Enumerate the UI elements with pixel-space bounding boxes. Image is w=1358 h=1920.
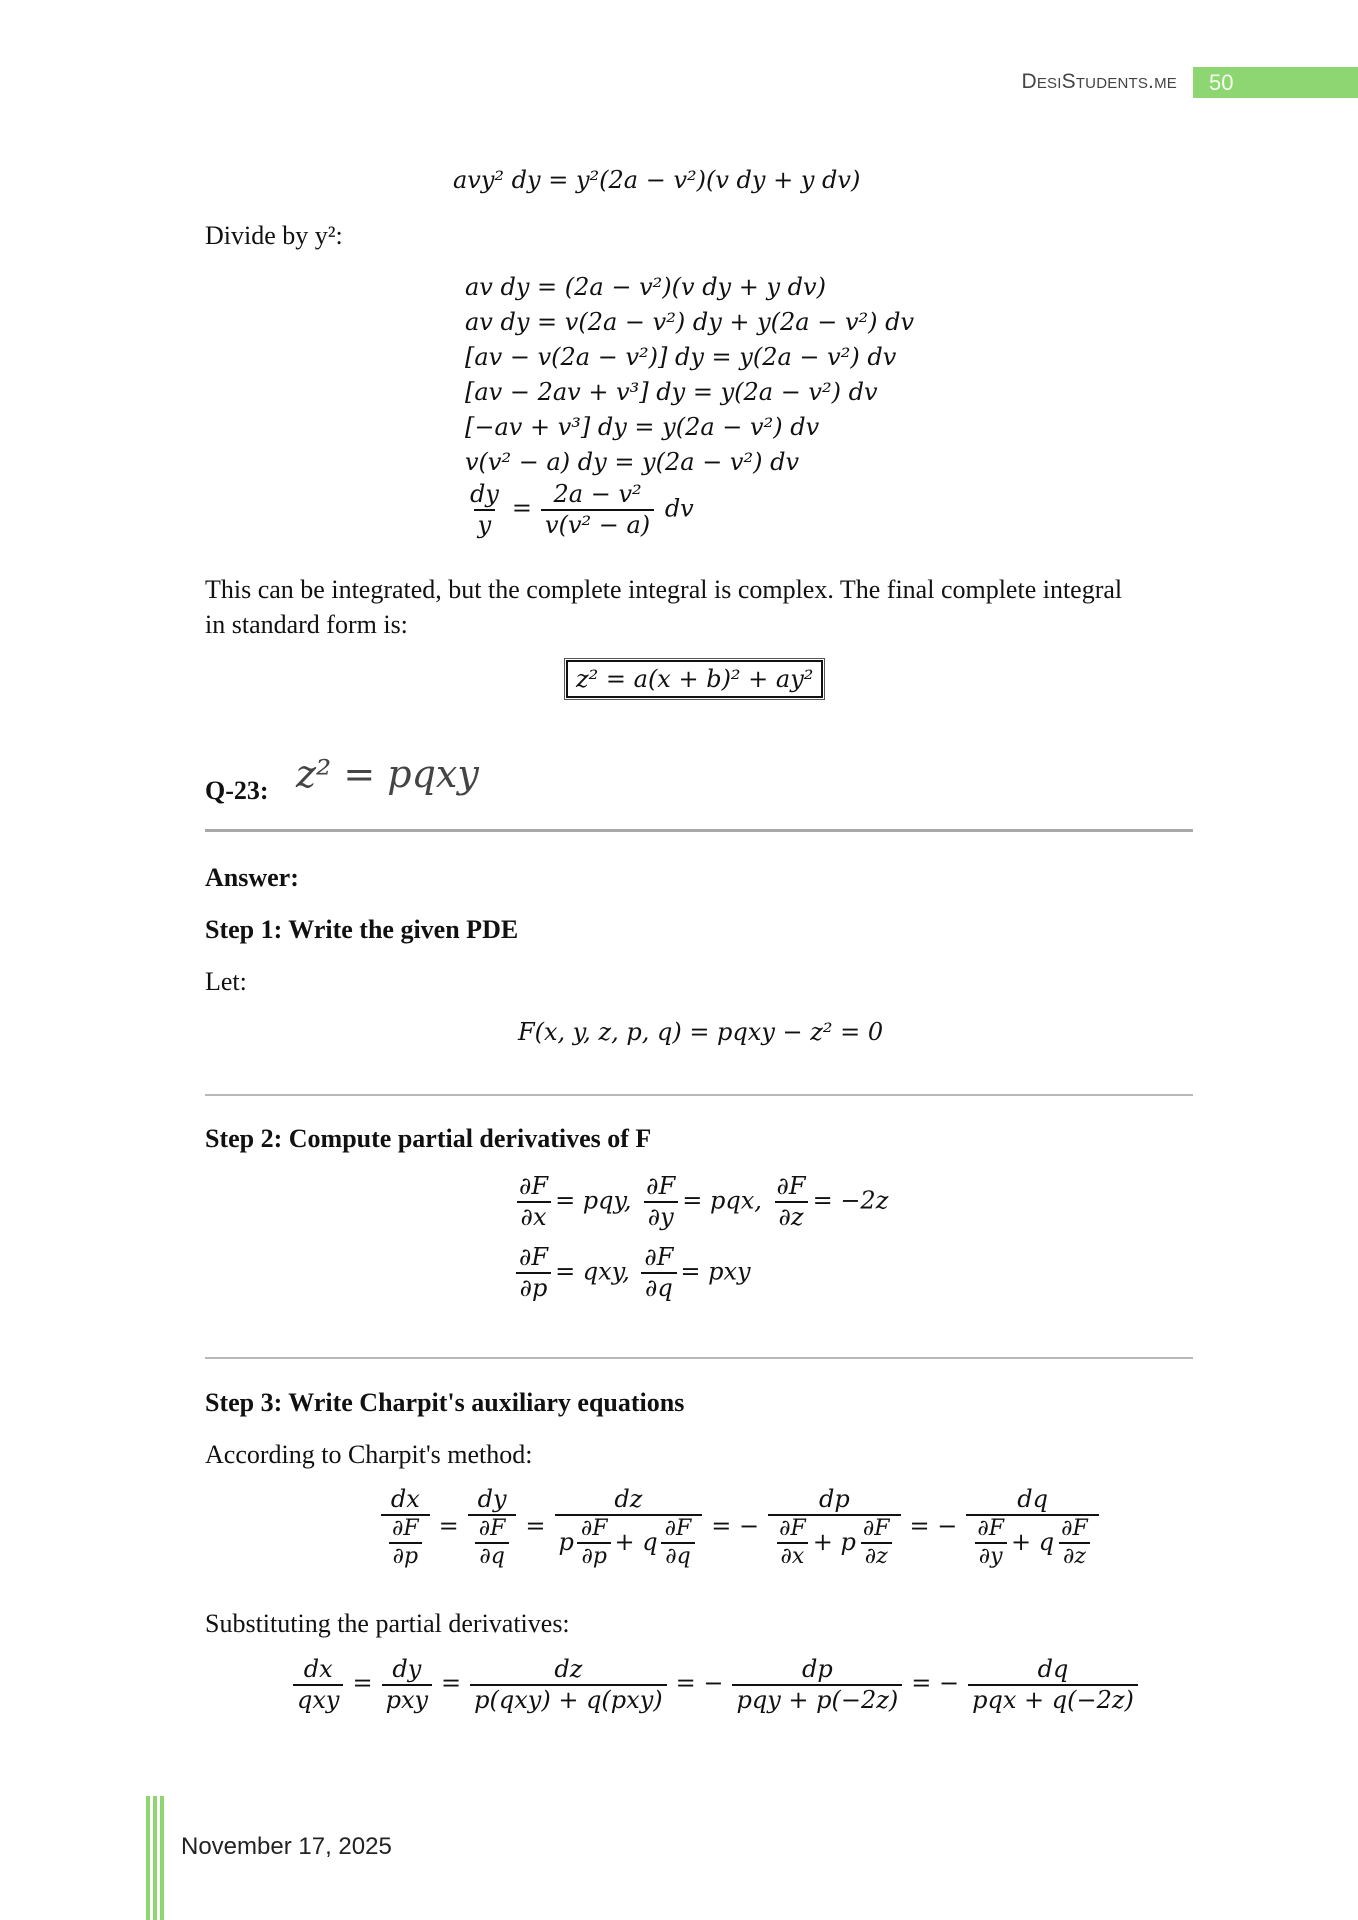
integral-note-line2: in standard form is: [205,610,408,639]
numerator: ∂F [776,1172,806,1200]
denominator: $\frac{\partial F}{\partial p}$ [381,1514,430,1571]
numerator: ∂F [519,1243,549,1271]
numerator: dq [1037,1655,1069,1683]
denominator: y [474,509,496,540]
step1-heading: Step 1: Write the given PDE [205,915,519,944]
fraction [642,1172,679,1232]
numerator: dq [1017,1485,1048,1513]
numerator: dy [477,1485,507,1513]
fraction [466,480,503,540]
numerator: dz [614,1485,643,1513]
partial-value: = pqx, [682,1186,762,1215]
numerator: dx [303,1655,333,1683]
section-divider [205,1094,1193,1096]
partials-row-2 [512,1243,751,1303]
numerator: dx [390,1485,420,1513]
page-number-badge [1193,67,1358,98]
fraction [732,1655,902,1715]
denominator: p(qxy) + q(pxy) [470,1684,666,1715]
numerator: dp [818,1485,850,1513]
fraction [555,1485,703,1571]
equation-top: avy² dy = y²(2a − v²)(v dy + y dv) [453,166,861,194]
denominator: ∂z [775,1201,808,1232]
step3-heading: Step 3: Write Charpit's auxiliary equations [205,1388,685,1417]
partial-value: = pxy [680,1257,751,1286]
section-divider [205,1357,1193,1359]
integral-note-line1: This can be integrated, but the complete integral is complex. The final complete integral [205,575,1123,604]
derivation-line: [av − v(2a − v²)] dy = y(2a − v²) dv [465,343,897,371]
fraction [381,1485,430,1571]
numerator: dy [392,1655,422,1683]
numerator: dy [470,480,499,508]
partial-value: = pqy, [555,1186,632,1215]
derivation-line: av dy = (2a − v²)(v dy + y dv) [465,273,826,301]
boxed-result: z² = a(x + b)² + ay² [566,660,823,698]
charpit-general-equation: $\frac{dx}{\frac{\partial F}{\partial p}}$ = $\frac{dy}{\frac{\partial F}{\partial q}}$ = dz p $\frac{\partial F}{\partial p}$ + q $\frac{\partial F}{\partial q}$ = − dp $\frac{\partial F}{\partial x}$ + p $\frac{\partial F}{\partial z}$ = − dq $\frac{\partial F}{\partial y}$ + q $\frac{\partial F}{\partial z}$ [378,1485,1102,1571]
fraction [468,1485,517,1571]
fraction [293,1655,343,1715]
fraction [640,1243,677,1303]
answer-label: Answer: [205,863,299,892]
denominator: qxy [293,1684,343,1715]
derivation-line: [−av + v³] dy = y(2a − v²) dv [465,413,820,441]
charpit-substituted-equation: $\frac{dx}{\text{qxy}}$ = $\frac{dy}{\text{pxy}}$ = $\frac{dz}{\text{p(qxy) + q(pxy)}}$ = − $\frac{dp}{\text{pqy + p(−2z)}}$ = − $\frac{dq}{\text{pqx + q(−2z)}}$ [290,1655,1141,1715]
question-equation: z² = pqxy [296,752,479,796]
denominator: ∂q [641,1272,677,1303]
partial-value: = −2z [812,1186,889,1215]
substituting-label: Substituting the partial derivatives: [205,1609,570,1638]
site-name: DesiStudents.me [1021,70,1177,93]
fraction [470,1655,666,1715]
fraction [515,1172,552,1232]
derivation-line: v(v² − a) dy = y(2a − v²) dv [465,448,800,476]
step1-equation: F(x, y, z, p, q) = pqxy − z² = 0 [518,1018,884,1046]
fraction [382,1655,432,1715]
numerator: dp [802,1655,833,1683]
numerator: ∂F [519,1172,549,1200]
denominator: ∂p [516,1272,552,1303]
numerator: dz [554,1655,583,1683]
denominator: p $\frac{\partial F}{\partial p}$ + q $\frac{\partial F}{\partial q}$ [555,1514,703,1571]
footer-date: November 17, 2025 [181,1833,392,1860]
numerator: 2a − v² [553,480,642,508]
question-label: Q-23: [205,776,269,805]
denominator: pqy + p(−2z) [732,1684,902,1715]
fraction [768,1485,900,1571]
fraction [541,480,654,540]
suffix: dv [664,494,694,523]
charpit-intro: According to Charpit's method: [205,1440,533,1469]
numerator: ∂F [646,1172,676,1200]
denominator: pxy [382,1684,432,1715]
derivation-line: [av − 2av + v³] dy = y(2a − v²) dv [465,378,878,406]
divide-label: Divide by y²: [205,221,343,250]
denominator: $\frac{\partial F}{\partial y}$ + q $\frac{\partial F}{\partial z}$ [966,1514,1098,1571]
derivation-line: av dy = v(2a − v²) dy + y(2a − v²) dv [465,308,915,336]
denominator: v(v² − a) [541,509,654,540]
separated-equation: $\frac{dy}{y}$ = $\frac{\text{2a − v²}}{\text{v(v² − a)}}$ dv [463,480,694,540]
partial-value: = qxy, [555,1257,630,1286]
step2-heading: Step 2: Compute partial derivatives of F [205,1124,652,1153]
denominator: pqx + q(−2z) [968,1684,1138,1715]
fraction [515,1243,552,1303]
fraction [773,1172,810,1232]
denominator: ∂y [644,1201,678,1232]
denominator: $\frac{\partial F}{\partial q}$ [468,1514,517,1571]
fraction [966,1485,1098,1571]
page-number: 50 [1209,70,1234,95]
partials-row-1 [512,1172,888,1232]
section-divider [205,829,1193,832]
denominator: $\frac{\partial F}{\partial x}$ + p $\frac{\partial F}{\partial z}$ [768,1514,900,1571]
numerator: ∂F [644,1243,674,1271]
let-label: Let: [205,967,247,996]
denominator: ∂x [517,1201,551,1232]
fraction [968,1655,1138,1715]
derivation-block [465,270,914,480]
